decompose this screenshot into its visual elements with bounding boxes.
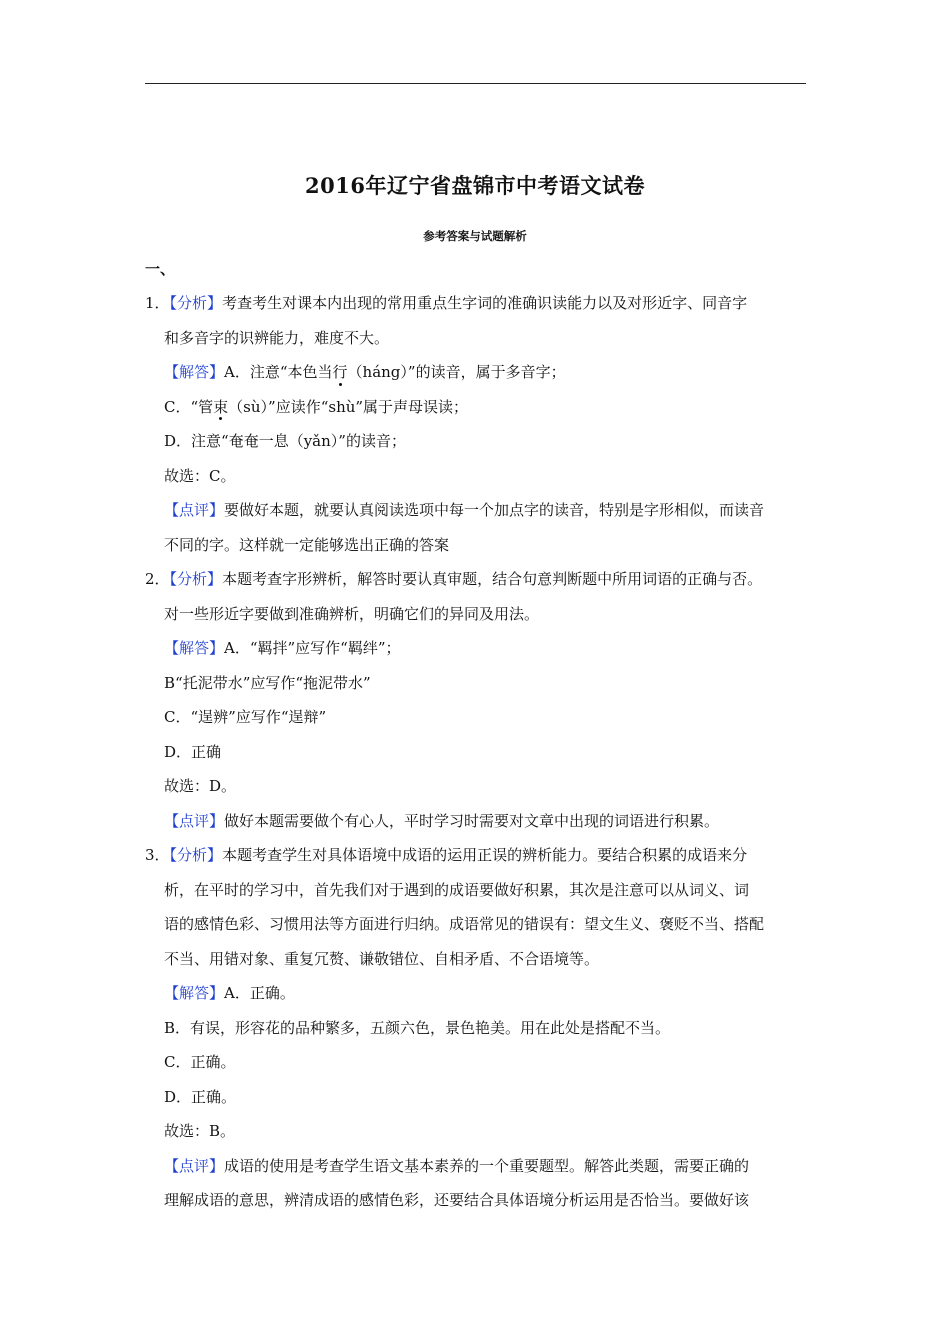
q3-answer-d: D．正确。 [164, 1087, 237, 1106]
analysis-label: 【分析】 [169, 570, 223, 588]
q2-answer-a: 【解答】A．“羁拌”应写作“羁绊”； [164, 639, 401, 657]
answer-label: 【解答】 [164, 639, 225, 657]
page-subtitle: 参考答案与试题解析 [423, 229, 527, 243]
q1-analysis-cont: 和多音字的识辨能力，难度不大。 [164, 328, 390, 347]
comment-label: 【点评】 [164, 1156, 225, 1175]
section-heading: 一、 [145, 260, 176, 278]
q2-comment: 【点评】做好本题需要做个有心人，平时学习时需要对文章中出现的词语进行积累。 [164, 811, 720, 830]
q2-number: 2． [145, 570, 170, 588]
q2-answer-b: B“托泥带水”应写作“拖泥带水” [164, 673, 371, 692]
q3-number: 3． [145, 846, 170, 864]
q3-answer-c: C．正确。 [164, 1053, 236, 1071]
analysis-label: 【分析】 [169, 294, 223, 312]
q2-choice: 故选：D。 [164, 777, 237, 795]
q3-comment-cont: 理解成语的意思，辨清成语的感情色彩，还要结合具体语境分析运用是否恰当。要做好该 [164, 1191, 750, 1209]
emphasis-dot-char: 束 [213, 390, 228, 425]
q3-answer-a: 【解答】A．正确。 [164, 984, 295, 1002]
q1-comment: 【点评】要做好本题，就要认真阅读选项中每一个加点字的读音，特别是字形相似，而读音 [164, 501, 765, 519]
comment-label: 【点评】 [164, 811, 225, 830]
q1-analysis-line: 1．【分析】考查考生对课本内出现的常用重点生字词的准确识读能力以及对形近字、同音字 [145, 294, 748, 312]
q3-answer-b: B．有误，形容花的品种繁多，五颜六色，景色艳美。用在此处是搭配不当。 [164, 1018, 671, 1037]
q1-comment-cont: 不同的字。这样就一定能够选出正确的答案 [164, 535, 450, 554]
header-rule [145, 83, 806, 84]
q2-answer-d: D．正确 [164, 742, 222, 761]
q1-answer-d: D．注意“奄奄一息（yǎn）”的读音； [164, 432, 406, 450]
comment-label: 【点评】 [164, 501, 225, 519]
q3-analysis-line: 3．【分析】本题考查学生对具体语境中成语的运用正误的辨析能力。要结合积累的成语来分 [145, 846, 748, 864]
q2-answer-c: C．“逞辨”应写作“逞辩” [164, 708, 327, 726]
answer-label: 【解答】 [164, 984, 225, 1002]
emphasis-dot-char: 行 [333, 355, 348, 390]
answer-label: 【解答】 [164, 363, 225, 381]
q1-answer-a: 【解答】A．注意“本色当行（háng）”的读音，属于多音字； [145, 355, 809, 390]
q1-answer-c: C．“管束（sù）”应读作“shù”属于声母误读； [145, 390, 809, 425]
q1-choice: 故选：C。 [164, 466, 236, 485]
q2-analysis-cont: 对一些形近字要做到准确辨析，明确它们的异同及用法。 [164, 604, 540, 623]
page-title: 2016年辽宁省盘锦市中考语文试卷 [305, 173, 645, 198]
q1-number: 1． [145, 294, 170, 312]
answer-content [145, 286, 809, 1218]
q2-analysis-line: 2．【分析】本题考查字形辨析，解答时要认真审题，结合句意判断题中所用词语的正确与否。 [145, 570, 763, 588]
q3-analysis-cont: 析，在平时的学习中，首先我们对于遇到的成语要做好积累，其次是注意可以从词义、词 [164, 880, 750, 899]
analysis-label: 【分析】 [169, 846, 223, 864]
q3-analysis-cont: 不当、用错对象、重复冗赘、谦敬错位、自相矛盾、不合语境等。 [164, 949, 600, 968]
q3-comment: 【点评】成语的使用是考查学生语文基本素养的一个重要题型。解答此类题，需要正确的 [164, 1156, 750, 1175]
q3-analysis-cont: 语的感情色彩、习惯用法等方面进行归纳。成语常见的错误有：望文生义、褒贬不当、搭配 [164, 915, 765, 933]
q3-choice: 故选：B。 [164, 1122, 236, 1140]
